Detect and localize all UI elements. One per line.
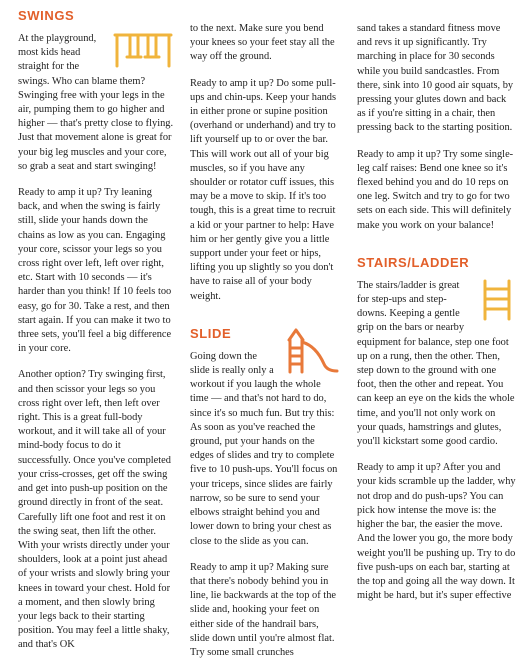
section-heading-slide: SLIDE — [190, 325, 232, 341]
paragraph: to the next. Make sure you bend your knees so your feet stay all the way off the ground. — [190, 23, 335, 63]
paragraph: At the playground, most kids head straight for the swings. Who can blame them? Swinging free with your legs in the air, pumping them to go higher and higher — that's pretty close to flying. Just that movement alone is great for your big leg muscles and your core, so grab a seat and start swinging! — [18, 33, 174, 172]
paragraph: Ready to amp it up? Try some single-leg calf raises: Bend one knee so it's flexed behind you and do 10 reps on one leg. Switch and try to go for two sets on each side. This will definitely make you work on your balance! — [357, 148, 514, 231]
paragraph: Ready to amp it up? After you and your kids scramble up the ladder, why not drop and do push-ups? You can pick how intense the move is: the higher the bar, the easier the move. And the lower you go, the more body weight you'll be pushing up. Try to do five push-ups on each bar, starting at the top and going all the way down. It might be hard, but it's super effective — [357, 462, 516, 602]
paragraph: Going down the slide is really only a workout if you laugh the whole time — and that's not hard to do, since it's so much fun. But try this: As soon as you've reached the ground, put your hands on the edges of slides and try to complete five to 10 push-ups. You'll focus on your triceps, since slides are fairly narrow, so be sure to send your elbows straight behind you and lower down to bring your chest as close to the slide as you can. — [190, 350, 338, 547]
paragraph: Ready to amp it up? Making sure that there's nobody behind you in line, lie backwards at the top of the slide and, hooking your feet on either side of the handrail bars, slide down until you're almost flat. Try some small crunches — [190, 561, 336, 658]
column-swings — [18, 8, 174, 665]
ladder-icon — [477, 279, 517, 321]
swing-set-icon — [112, 32, 174, 68]
slide-icon — [280, 326, 340, 374]
column-stairs-ladder — [357, 22, 517, 615]
column-slide — [190, 22, 340, 672]
section-heading-swings: SWINGS — [18, 8, 75, 23]
paragraph: The stairs/ladder is great for step-ups and step-downs. Keeping a gentle grip on the bars or nearby equipment for balance, step one foot up on a rung, then the other. Then, step down to the ground with one foot, then the other and repeat. You can keep an eye on the kids the whole time, and you'll not only work on your quads, hamstrings and glutes, you'll kickstart some good cardio. — [357, 279, 515, 448]
paragraph: Ready to amp it up? Try leaning back, and when the swing is fairly still, slide your hands down the chains as low as you can. Engaging your core, scissor your legs so you cross right over left, left over right, etc. Start with 10 seconds — it's harder than you think! If 10 feels too easy, go for 30. Take a rest, and then start again. If you can make it two to three sets, you'll feel a big difference in your core. — [18, 187, 172, 355]
paragraph: sand takes a standard fitness move and revs it up significantly. Try marching in place for 30 seconds while you build sandcastles. From there, sink into 10 good air squats, by pressing your glutes down and back as if you're sitting in a chair, then pressing back to the starting position. — [357, 23, 514, 134]
section-heading-stairs-ladder: STAIRS/LADDER — [357, 254, 470, 270]
paragraph: Another option? Try swinging first, and then scissor your legs so you cross right over left, then left over right. This is a great full-body workout, and it will take all of your mind-body focus to do it successfully. Once you've completed your criss-crosses, get off the swing and get into push-up position on the ground directly in front of the seat. Carefully lift one foot and rest it on the swing seat, then lift the other. With your wrists directly under your shoulders, look at a point just ahead of your wrists and slowly bring your knees in toward your chest. Hold for a moment, and then slowly bring your legs back to their starting position. You may feel a little shaky, and that's OK — [18, 369, 171, 651]
paragraph: Ready to amp it up? Do some pull-ups and chin-ups. Keep your hands in either prone or supine position (overhand or underhand) and try to lift yourself up to or over the bar. This will work out all of your big muscles, so if you have any shoulder or rotator cuff issues, this may be a move to skip. If it's too tough, this is a great time to recruit a kid or your partner to help: Have him or her gently give you a little support under your feet or hips, lifting you up slightly so you don't have to raise all of your body weight. — [190, 77, 337, 302]
